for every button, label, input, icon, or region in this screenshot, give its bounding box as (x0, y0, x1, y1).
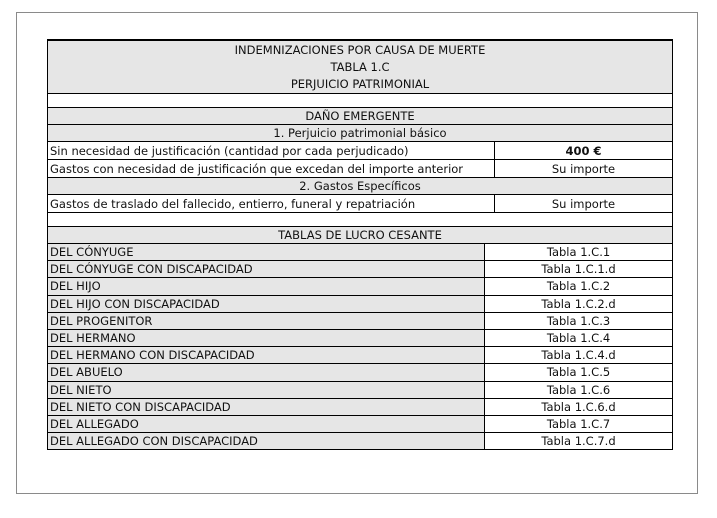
section1-heading: 1. Perjuicio patrimonial básico (273, 126, 447, 140)
table-row (47, 278, 673, 295)
table-ref-cell: Tabla 1.C.3 (546, 313, 611, 328)
table-ref-cell: Tabla 1.C.4.d (541, 348, 616, 363)
beneficiary-cell: DEL NIETO CON DISCAPACIDAD (48, 399, 485, 415)
value-cell: 400 € (565, 143, 602, 158)
table-row (47, 142, 673, 160)
table-title-line-3: PERJUICIO PATRIMONIAL (290, 76, 430, 91)
beneficiary-cell: DEL PROGENITOR (48, 313, 485, 329)
table-ref-cell: Tabla 1.C.2.d (541, 296, 616, 311)
table-ref-cell: Tabla 1.C.2 (546, 279, 611, 294)
dano-emergente-header-row (47, 108, 673, 125)
table-ref-cell: Tabla 1.C.6 (546, 382, 611, 397)
table-ref-cell: Tabla 1.C.1 (546, 245, 611, 260)
lucro-cesante-header-row (47, 227, 673, 244)
beneficiary-cell: DEL CÓNYUGE CON DISCAPACIDAD (48, 261, 485, 277)
table-title-block (47, 39, 673, 94)
spacer-row (47, 94, 673, 108)
beneficiary-cell: DEL ALLEGADO CON DISCAPACIDAD (48, 433, 485, 449)
section2-header-row (47, 178, 673, 195)
dano-emergente-heading: DAÑO EMERGENTE (305, 109, 415, 123)
concept-cell: Gastos con necesidad de justificación que excedan del importe anterior (48, 160, 495, 177)
table-row (47, 244, 673, 261)
beneficiary-cell: DEL CÓNYUGE (48, 244, 485, 260)
concept-cell: Gastos de traslado del fallecido, entierro, funeral y repatriación (48, 195, 495, 212)
beneficiary-cell: DEL NIETO (48, 382, 485, 398)
compensation-table (47, 39, 673, 450)
table-ref-cell: Tabla 1.C.7.d (541, 434, 616, 449)
table-row (47, 160, 673, 178)
table-row (47, 261, 673, 278)
table-row (47, 296, 673, 313)
beneficiary-cell: DEL ALLEGADO (48, 416, 485, 432)
beneficiary-cell: DEL HIJO (48, 278, 485, 294)
table-ref-cell: Tabla 1.C.1.d (541, 262, 616, 277)
concept-cell: Sin necesidad de justificación (cantidad por cada perjudicado) (48, 142, 495, 159)
table-row (47, 433, 673, 450)
table-row (47, 330, 673, 347)
beneficiary-cell: DEL ABUELO (48, 364, 485, 380)
table-row (47, 195, 673, 213)
lucro-cesante-heading: TABLAS DE LUCRO CESANTE (278, 228, 442, 242)
table-row (47, 399, 673, 416)
table-row (47, 347, 673, 364)
value-cell: Su importe (551, 161, 616, 176)
beneficiary-cell: DEL HIJO CON DISCAPACIDAD (48, 296, 485, 312)
spacer-row (47, 213, 673, 227)
table-row (47, 364, 673, 381)
table-ref-cell: Tabla 1.C.7 (546, 416, 611, 431)
table-ref-cell: Tabla 1.C.5 (546, 365, 611, 380)
table-row (47, 382, 673, 399)
table-row (47, 313, 673, 330)
table-title-line-1: INDEMNIZACIONES POR CAUSA DE MUERTE (234, 42, 486, 57)
table-row (47, 416, 673, 433)
value-cell: Su importe (551, 196, 616, 211)
table-ref-cell: Tabla 1.C.6.d (541, 399, 616, 414)
section1-header-row (47, 125, 673, 142)
table-ref-cell: Tabla 1.C.4 (546, 331, 611, 346)
section2-heading: 2. Gastos Específicos (299, 179, 421, 193)
beneficiary-cell: DEL HERMANO CON DISCAPACIDAD (48, 347, 485, 363)
table-title-line-2: TABLA 1.C (330, 59, 390, 74)
beneficiary-cell: DEL HERMANO (48, 330, 485, 346)
